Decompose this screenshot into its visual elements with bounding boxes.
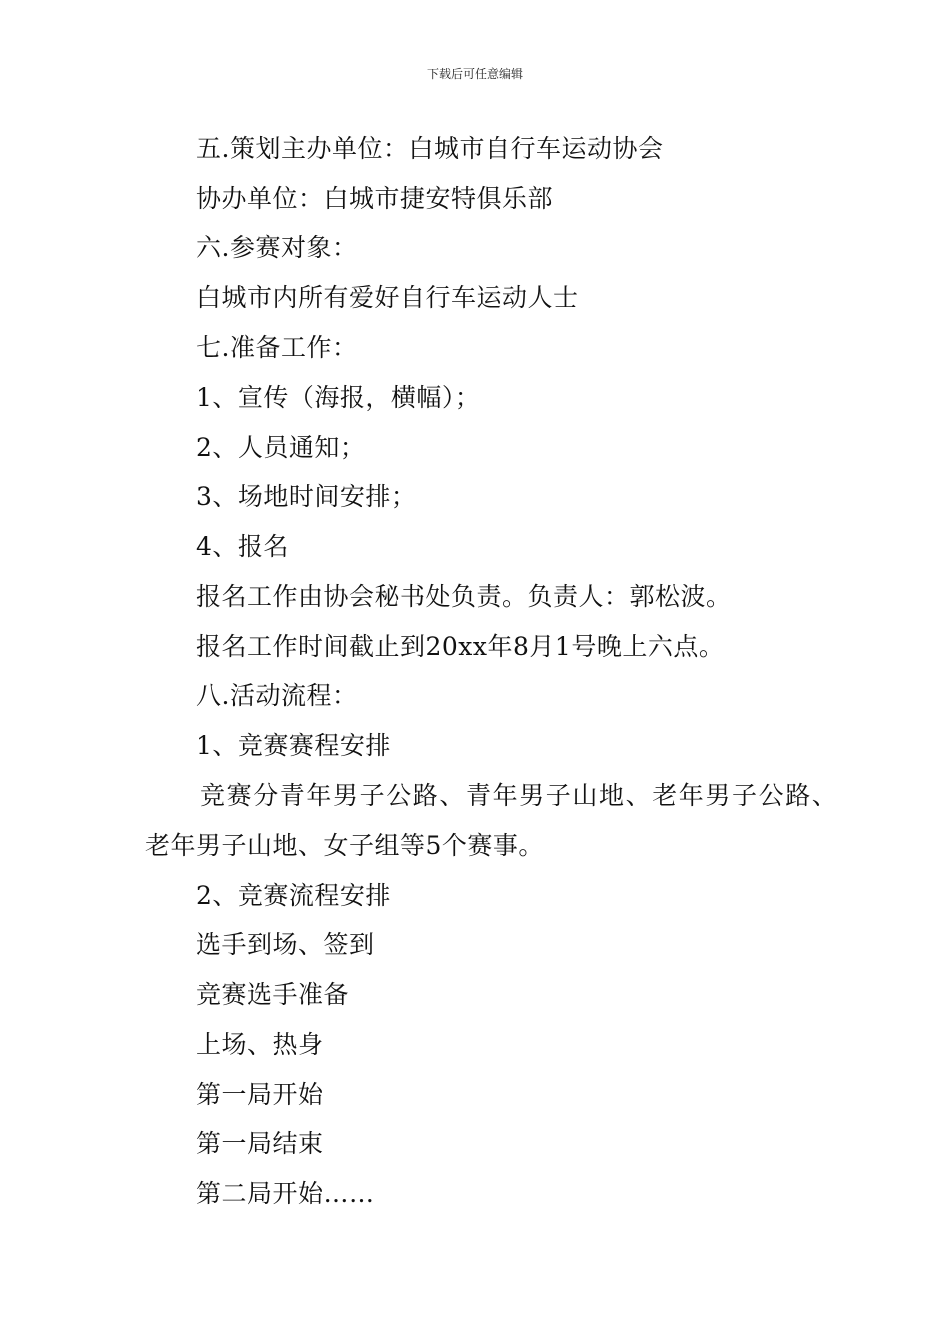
events-paragraph-line-1: 竞赛分青年男子公路、青年男子山地、老年男子公路、 <box>200 781 839 810</box>
process-item-2: 2、竞赛流程安排 <box>196 881 391 910</box>
flow-step-warmup: 上场、热身 <box>196 1030 324 1059</box>
flow-step-round2-start: 第二局开始…… <box>196 1179 375 1208</box>
section-process: 八.活动流程： <box>196 681 358 710</box>
prep-item-1: 1、宣传（海报，横幅）； <box>196 383 481 412</box>
participants-text: 白城市内所有爱好自行车运动人士 <box>196 283 579 312</box>
prep-item-2: 2、人员通知； <box>196 433 366 462</box>
flow-step-round1-start: 第一局开始 <box>196 1080 324 1109</box>
section-preparation: 七.准备工作： <box>196 333 358 362</box>
flow-step-round1-end: 第一局结束 <box>196 1129 324 1158</box>
prep-item-3: 3、场地时间安排； <box>196 482 417 511</box>
prep-item-4: 4、报名 <box>196 532 289 561</box>
events-paragraph-line-2: 老年男子山地、女子组等5个赛事。 <box>145 831 544 860</box>
flow-step-prepare: 竞赛选手准备 <box>196 980 350 1009</box>
registration-responsible: 报名工作由协会秘书处负责。负责人：郭松波。 <box>196 582 732 611</box>
co-organizer: 协办单位：白城市捷安特俱乐部 <box>196 184 554 213</box>
flow-step-checkin: 选手到场、签到 <box>196 930 375 959</box>
registration-deadline: 报名工作时间截止到20xx年8月1号晚上六点。 <box>196 632 725 661</box>
page-header: 下载后可任意编辑 <box>426 67 523 81</box>
process-item-1: 1、竞赛赛程安排 <box>196 731 391 760</box>
section-participants: 六.参赛对象： <box>196 233 358 262</box>
section-organizer: 五.策划主办单位：白城市自行车运动协会 <box>196 134 664 163</box>
